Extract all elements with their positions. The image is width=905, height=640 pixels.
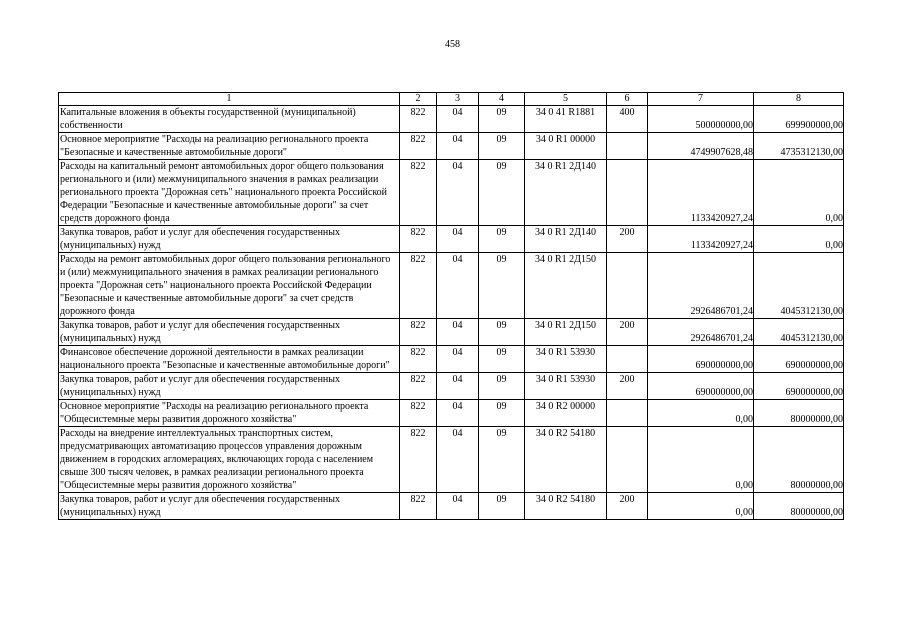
table-row [59,346,844,373]
cell-amount-1: 0,00 [648,493,754,520]
page-number: 458 [445,39,460,50]
cell-vr [607,400,648,427]
table-body [59,106,844,520]
cell-gr: 822 [400,319,437,346]
cell-gr: 822 [400,427,437,493]
cell-csr: 34 0 R1 2Д140 [525,226,607,253]
table-row [59,427,844,493]
cell-amount-2: 690000000,00 [754,346,844,373]
cell-gr: 822 [400,346,437,373]
cell-amount-1: 4749907628,48 [648,133,754,160]
table-header-row [59,93,844,106]
cell-amount-2: 4735312130,00 [754,133,844,160]
cell-amount-1: 2926486701,24 [648,319,754,346]
header-cell: 4 [479,93,525,106]
cell-name: Закупка товаров, работ и услуг для обеспечения государственных (муниципальных) нужд [59,493,400,520]
cell-rz: 04 [437,133,479,160]
cell-pr: 09 [479,226,525,253]
cell-name: Капитальные вложения в объекты государственной (муниципальной) собственности [59,106,400,133]
header-cell: 1 [59,93,400,106]
cell-vr [607,160,648,226]
header-cell: 5 [525,93,607,106]
cell-amount-1: 1133420927,24 [648,160,754,226]
cell-vr: 200 [607,373,648,400]
cell-vr: 400 [607,106,648,133]
cell-name: Финансовое обеспечение дорожной деятельности в рамках реализации национального проекта "Безопасные и качественные автомобильные дороги" [59,346,400,373]
header-cell: 8 [754,93,844,106]
cell-amount-2: 80000000,00 [754,493,844,520]
cell-csr: 34 0 R1 2Д150 [525,319,607,346]
cell-gr: 822 [400,106,437,133]
cell-amount-2: 699900000,00 [754,106,844,133]
cell-amount-2: 0,00 [754,160,844,226]
cell-amount-1: 500000000,00 [648,106,754,133]
cell-csr: 34 0 R2 00000 [525,400,607,427]
cell-vr [607,427,648,493]
table-row [59,133,844,160]
cell-amount-2: 4045312130,00 [754,319,844,346]
cell-amount-2: 4045312130,00 [754,253,844,319]
cell-csr: 34 0 R1 00000 [525,133,607,160]
cell-vr: 200 [607,493,648,520]
cell-pr: 09 [479,253,525,319]
cell-name: Закупка товаров, работ и услуг для обеспечения государственных (муниципальных) нужд [59,319,400,346]
cell-rz: 04 [437,106,479,133]
cell-gr: 822 [400,373,437,400]
budget-table [58,92,844,520]
cell-amount-1: 0,00 [648,427,754,493]
cell-rz: 04 [437,226,479,253]
cell-pr: 09 [479,493,525,520]
cell-amount-1: 690000000,00 [648,346,754,373]
cell-amount-2: 80000000,00 [754,427,844,493]
cell-name: Закупка товаров, работ и услуг для обеспечения государственных (муниципальных) нужд [59,373,400,400]
cell-pr: 09 [479,427,525,493]
cell-gr: 822 [400,400,437,427]
cell-amount-1: 0,00 [648,400,754,427]
cell-amount-1: 1133420927,24 [648,226,754,253]
cell-csr: 34 0 R2 54180 [525,493,607,520]
cell-vr: 200 [607,319,648,346]
table-row [59,160,844,226]
cell-rz: 04 [437,373,479,400]
cell-gr: 822 [400,160,437,226]
cell-gr: 822 [400,253,437,319]
cell-amount-1: 690000000,00 [648,373,754,400]
cell-name: Расходы на капитальный ремонт автомобильных дорог общего пользования регионального и (или) межмуниципального значения в рамках реализации регионального проекта "Дорожная сеть" национального проекта Российской Федерации "Безопасные и качественные автомобильные дороги" за счет средств дорожного фонда [59,160,400,226]
cell-rz: 04 [437,400,479,427]
cell-rz: 04 [437,253,479,319]
cell-amount-2: 0,00 [754,226,844,253]
header-cell: 2 [400,93,437,106]
table-row [59,226,844,253]
cell-amount-2: 690000000,00 [754,373,844,400]
cell-pr: 09 [479,160,525,226]
table-row [59,400,844,427]
cell-pr: 09 [479,319,525,346]
cell-csr: 34 0 41 R1881 [525,106,607,133]
cell-name: Закупка товаров, работ и услуг для обеспечения государственных (муниципальных) нужд [59,226,400,253]
cell-name: Основное мероприятие "Расходы на реализацию регионального проекта "Общесистемные меры развития дорожного хозяйства" [59,400,400,427]
cell-vr [607,253,648,319]
cell-csr: 34 0 R2 54180 [525,427,607,493]
cell-amount-2: 80000000,00 [754,400,844,427]
table-row [59,253,844,319]
cell-rz: 04 [437,427,479,493]
cell-vr: 200 [607,226,648,253]
cell-csr: 34 0 R1 2Д150 [525,253,607,319]
cell-name: Расходы на внедрение интеллектуальных транспортных систем, предусматривающих автоматизацию процессов управления дорожным движением в городских агломерациях, включающих города с населением свыше 300 тысяч человек, в рамках реализации регионального проекта "Общесистемные меры развития дорожного хозяйства" [59,427,400,493]
cell-pr: 09 [479,373,525,400]
cell-vr [607,346,648,373]
cell-csr: 34 0 R1 53930 [525,346,607,373]
header-cell: 6 [607,93,648,106]
cell-rz: 04 [437,160,479,226]
table-row [59,319,844,346]
cell-gr: 822 [400,133,437,160]
cell-rz: 04 [437,346,479,373]
cell-pr: 09 [479,133,525,160]
cell-gr: 822 [400,493,437,520]
cell-vr [607,133,648,160]
cell-rz: 04 [437,319,479,346]
cell-name: Основное мероприятие "Расходы на реализацию регионального проекта "Безопасные и качественные автомобильные дороги" [59,133,400,160]
cell-amount-1: 2926486701,24 [648,253,754,319]
table-row [59,106,844,133]
header-cell: 3 [437,93,479,106]
cell-gr: 822 [400,226,437,253]
header-cell: 7 [648,93,754,106]
cell-pr: 09 [479,346,525,373]
cell-pr: 09 [479,106,525,133]
table-row [59,493,844,520]
cell-rz: 04 [437,493,479,520]
table-row [59,373,844,400]
cell-pr: 09 [479,400,525,427]
cell-csr: 34 0 R1 2Д140 [525,160,607,226]
cell-name: Расходы на ремонт автомобильных дорог общего пользования регионального и (или) межмуниципального значения в рамках реализации регионального проекта "Дорожная сеть" национального проекта Российской Федерации "Безопасные и качественные автомобильные дороги" за счет средств дорожного фонда [59,253,400,319]
cell-csr: 34 0 R1 53930 [525,373,607,400]
